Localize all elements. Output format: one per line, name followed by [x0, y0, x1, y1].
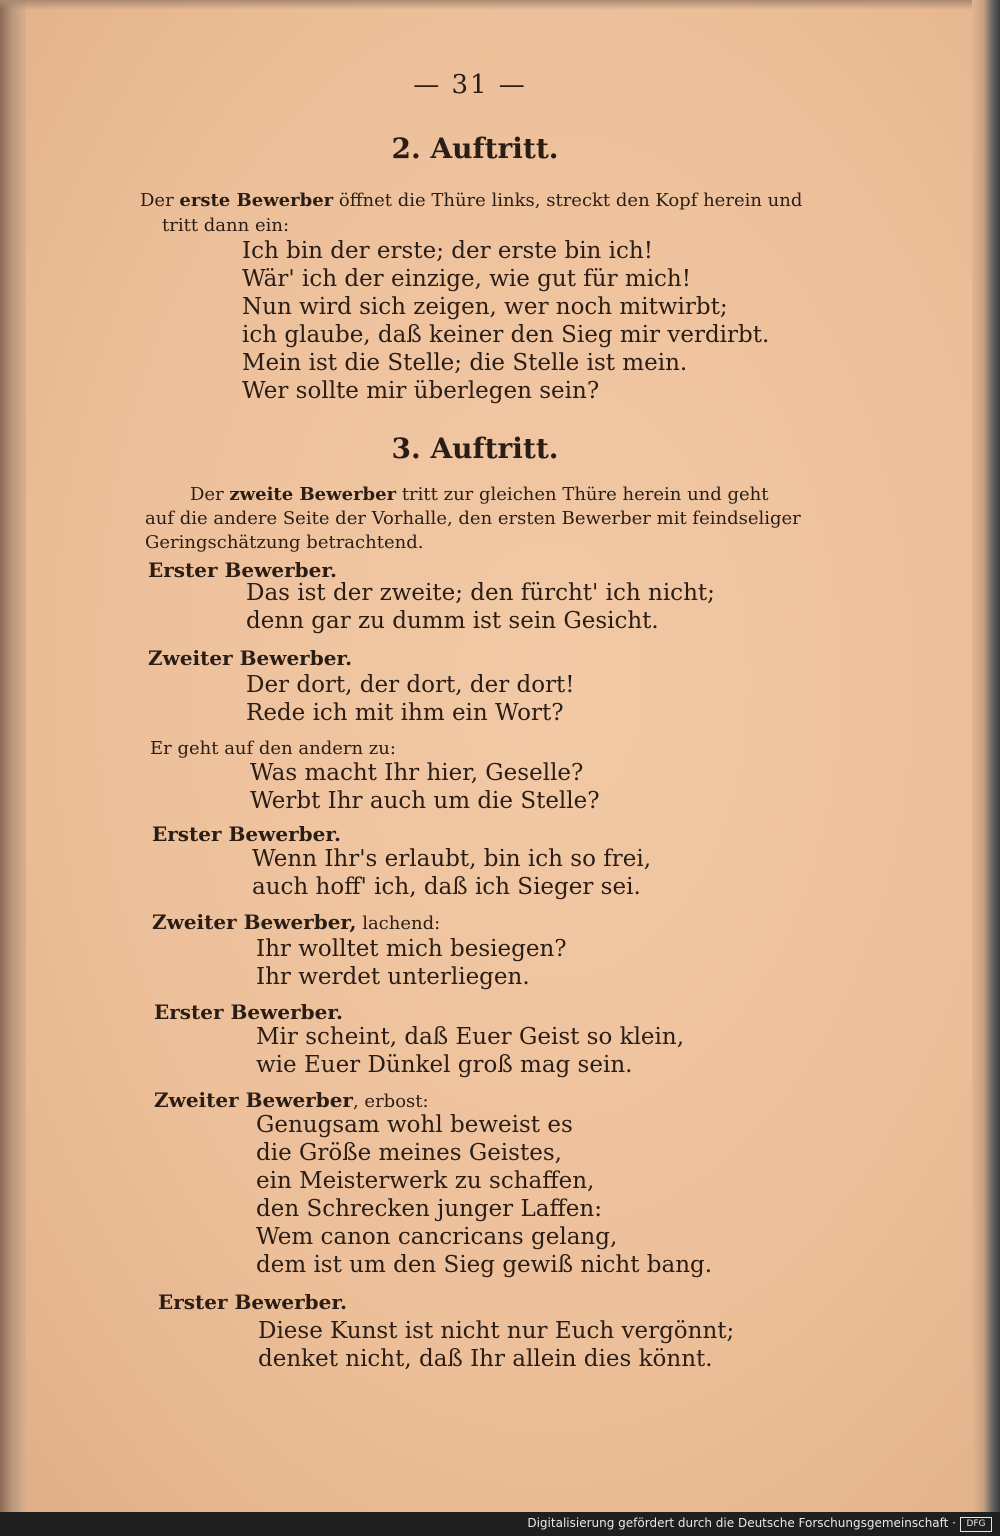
- verse-line: den Schrecken junger Laffen:: [256, 1196, 602, 1222]
- dfg-logo: DFG: [960, 1517, 992, 1532]
- verse-line: auch hoff' ich, daß ich Sieger sei.: [252, 874, 641, 900]
- scene-2-stage-direction: [140, 190, 802, 211]
- speaker-label: [152, 910, 440, 934]
- scene-3-heading: 3. Auftritt.: [391, 432, 559, 465]
- scene-2-stage-direction-line2: tritt dann ein:: [162, 215, 290, 236]
- direction-speaker: zweite Bewerber: [229, 484, 397, 505]
- verse-line: denn gar zu dumm ist sein Gesicht.: [246, 608, 659, 634]
- speaker-label: Erster Bewerber.: [152, 822, 341, 846]
- verse-line: Mein ist die Stelle; die Stelle ist mein.: [242, 350, 688, 376]
- speaker-label: Zweiter Bewerber.: [148, 646, 353, 670]
- verse-line: wie Euer Dünkel groß mag sein.: [256, 1052, 633, 1078]
- scene-3-stage-direction-line2: auf die andere Seite der Vorhalle, den ersten Bewerber mit feindseliger: [145, 508, 801, 529]
- verse-line: Rede ich mit ihm ein Wort?: [246, 700, 564, 726]
- funding-credit: Digitalisierung gefördert durch die Deutsche Forschungsgemeinschaft ·: [527, 1516, 956, 1530]
- verse-line: Ihr werdet unterliegen.: [256, 964, 530, 990]
- scene-3-stage-direction: [190, 484, 769, 505]
- speaker-label: [154, 1088, 429, 1112]
- speaker-label: Erster Bewerber.: [148, 558, 337, 582]
- verse-line: Werbt Ihr auch um die Stelle?: [250, 788, 600, 814]
- verse-line: Wem canon cancricans gelang,: [256, 1224, 618, 1250]
- verse-line: denket nicht, daß Ihr allein dies könnt.: [258, 1346, 713, 1372]
- speaker-name: Zweiter Bewerber,: [152, 910, 357, 934]
- direction-text: öffnet die Thüre links, streckt den Kopf herein und: [333, 190, 803, 211]
- verse-line: dem ist um den Sieg gewiß nicht bang.: [256, 1252, 713, 1278]
- verse-line: Das ist der zweite; den fürcht' ich nicht;: [246, 580, 715, 606]
- speaker-note: lachend:: [356, 913, 441, 934]
- verse-line: Nun wird sich zeigen, wer noch mitwirbt;: [242, 294, 728, 320]
- verse-line: Mir scheint, daß Euer Geist so klein,: [256, 1024, 685, 1050]
- direction-prefix: Der: [190, 484, 230, 505]
- verse-line: Der dort, der dort, der dort!: [246, 672, 575, 698]
- speaker-label: Erster Bewerber.: [154, 1000, 343, 1024]
- book-binding: [0, 0, 26, 1512]
- scene-3-stage-direction-line3: Geringschätzung betrachtend.: [145, 532, 424, 553]
- direction-speaker: erste Bewerber: [179, 190, 334, 211]
- footer-bar: [0, 1512, 1000, 1536]
- verse-line: Wenn Ihr's erlaubt, bin ich so frei,: [252, 846, 652, 872]
- stage-note: Er geht auf den andern zu:: [150, 738, 396, 759]
- verse-line: Wär' ich der einzige, wie gut für mich!: [242, 266, 691, 292]
- speaker-note: , erbost:: [352, 1091, 429, 1112]
- scene-2-heading: 2. Auftritt.: [391, 132, 559, 165]
- speaker-name: Zweiter Bewerber: [154, 1088, 353, 1112]
- verse-line: Diese Kunst ist nicht nur Euch vergönnt;: [258, 1318, 735, 1344]
- verse-line: Ich bin der erste; der erste bin ich!: [242, 238, 653, 264]
- verse-line: Was macht Ihr hier, Geselle?: [250, 760, 584, 786]
- verse-line: Ihr wolltet mich besiegen?: [256, 936, 567, 962]
- page-top-edge: [0, 0, 1000, 10]
- direction-prefix: Der: [140, 190, 180, 211]
- page-right-edge: [972, 0, 1000, 1512]
- page-number: — 31 —: [413, 70, 527, 100]
- verse-line: Wer sollte mir überlegen sein?: [242, 378, 600, 404]
- speaker-label: Erster Bewerber.: [158, 1290, 347, 1314]
- verse-line: ich glaube, daß keiner den Sieg mir verdirbt.: [242, 322, 770, 348]
- direction-text: tritt zur gleichen Thüre herein und geht: [396, 484, 769, 505]
- verse-line: Genugsam wohl beweist es: [256, 1112, 573, 1138]
- verse-line: die Größe meines Geistes,: [256, 1140, 562, 1166]
- verse-line: ein Meisterwerk zu schaffen,: [256, 1168, 595, 1194]
